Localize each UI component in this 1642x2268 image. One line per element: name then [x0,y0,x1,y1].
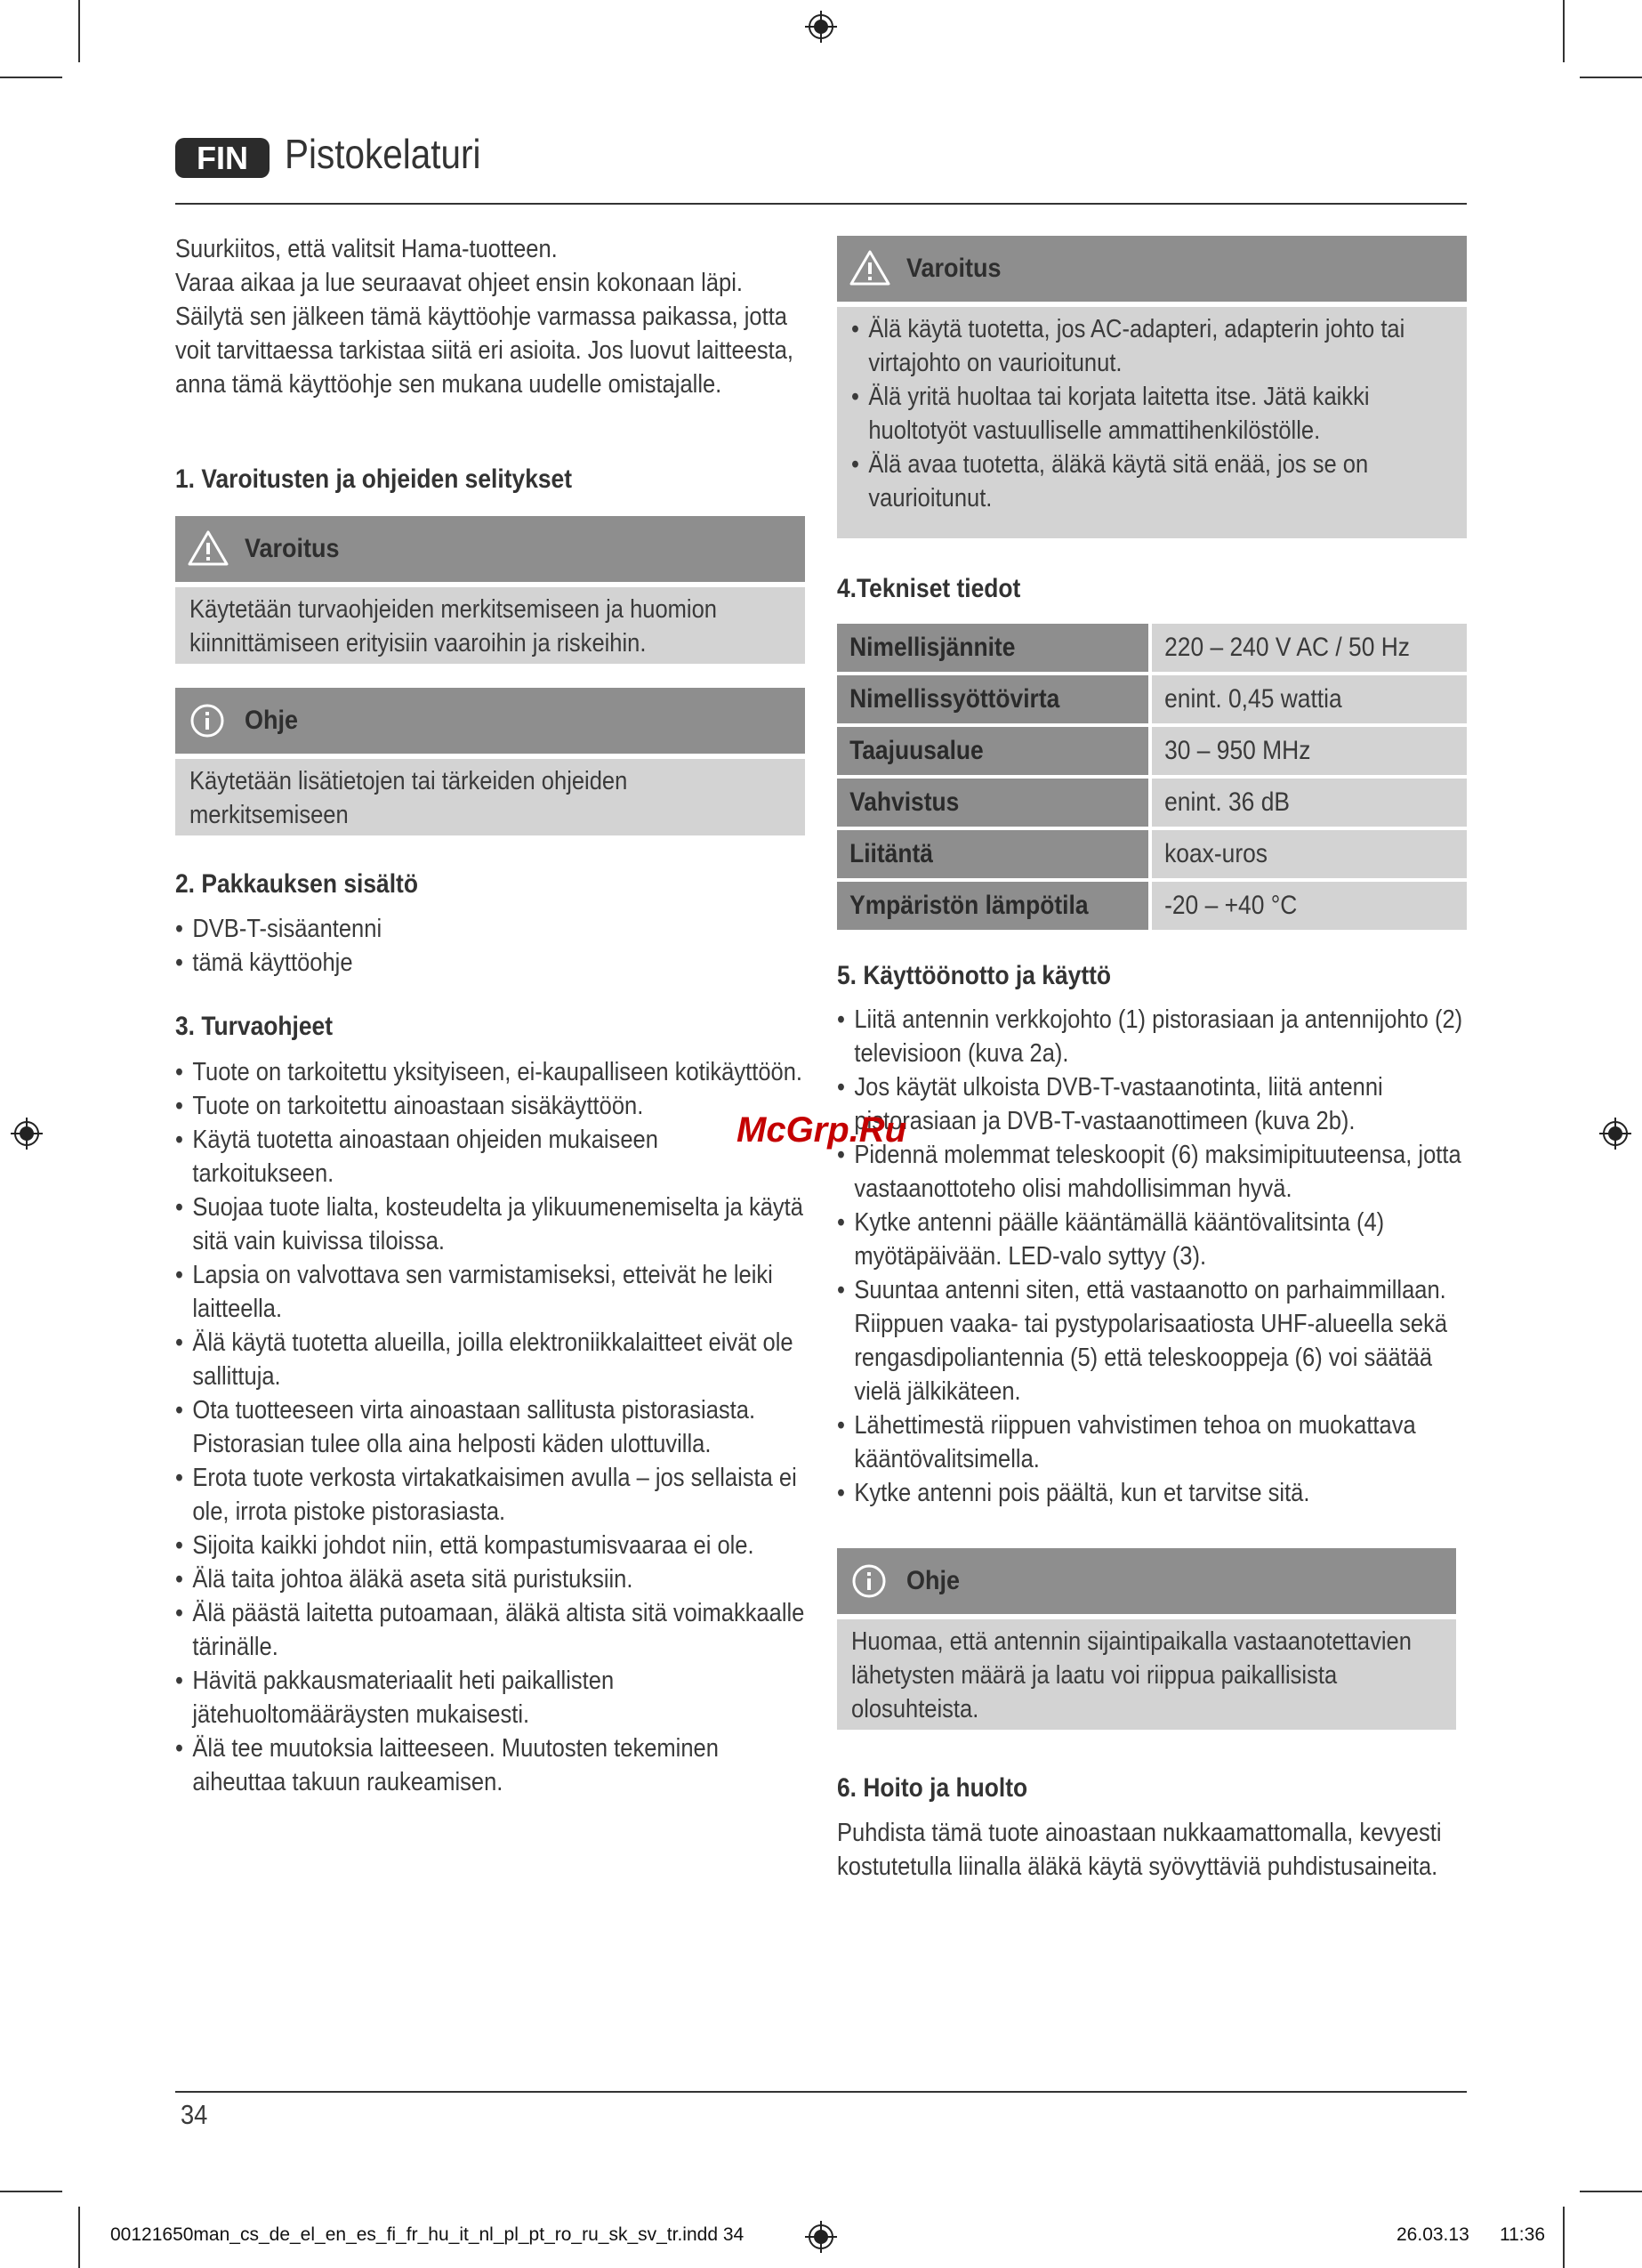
note2-text: Huomaa, että antennin sijaintipaikalla vastaanotettavien lähetysten määrä ja laatu voi riippua paikallisista olosuhteista. [851,1627,1412,1723]
spec-value: koax-uros [1164,839,1268,868]
spec-table [837,624,1467,933]
note-text: Käytetään lisätietojen tai tärkeiden ohjeiden merkitsemiseen [189,767,628,829]
crop-mark [0,2191,62,2192]
warning-text: Käytetään turvaohjeiden merkitsemiseen ja huomion kiinnittämiseen erityisiin vaaroihin ja riskeihin. [189,595,717,658]
list-item: • Erota tuote verkosta virtakatkaisimen avulla – jos sellaista ei ole, irrota pistoke pistorasiasta. [175,1461,805,1529]
note-box-header [175,688,805,754]
list-item: • Hävitä pakkausmateriaalit heti paikallisten jätehuoltomääräysten mukaisesti. [175,1664,805,1731]
registration-mark-icon [1599,1118,1631,1150]
footer-date: 26.03.13 [1397,2224,1469,2245]
crop-mark [1580,2191,1642,2192]
table-row [837,779,1467,830]
package-contents-list [175,912,801,980]
crop-mark [1580,77,1642,78]
spec-value: enint. 0,45 wattia [1164,684,1342,714]
note2-box-header [837,1548,1456,1614]
spec-value: enint. 36 dB [1164,787,1290,817]
safety-list [175,1055,805,1799]
list-item: • Ota tuotteeseen virta ainoastaan sallitusta pistorasiasta. Pistorasian tulee olla aina helposti käden ulottuvilla. [175,1393,805,1461]
warning2-box-body [837,307,1467,538]
table-row [837,675,1467,727]
footer-time: 11:36 [1500,2224,1545,2245]
section2-heading: 2. Pakkauksen sisältö [175,869,418,899]
list-item: • Tuote on tarkoitettu yksityiseen, ei-kaupalliseen kotikäyttöön. [175,1055,805,1089]
list-item: • Älä päästä laitetta putoamaan, äläkä altista sitä voimakkaalle tärinälle. [175,1596,805,1664]
note2-box-body [837,1619,1456,1730]
section1-heading: 1. Varoitusten ja ohjeiden selitykset [175,464,573,494]
header-rule [175,203,1467,205]
watermark: McGrp.Ru [736,1110,907,1150]
warning2-box-header [837,236,1467,302]
list-item: • Älä yritä huoltaa tai korjata laitetta itse. Jätä kaikki huoltotyöt vastuulliselle ammattihenkilöstölle. [851,380,1461,448]
note-label: Ohje [245,706,299,735]
registration-mark-icon [805,11,837,43]
registration-mark-icon [805,2221,837,2253]
table-row [837,830,1467,882]
warning-box-header [175,516,805,582]
table-row [837,727,1467,779]
section4-heading: 4.Tekniset tiedot [837,574,1021,603]
crop-mark [0,77,62,78]
table-row [837,624,1467,675]
warning-label: Varoitus [245,534,340,563]
warning-box-body [175,587,805,664]
table-row [837,882,1467,933]
list-item: • Jos käytät ulkoista DVB-T-vastaanotinta, liitä antenni pistorasiaan ja DVB-T-vastaanottimeen (kuva 2b). [837,1070,1471,1138]
list-item: • Suuntaa antenni siten, että vastaanotto on parhaimmillaan. Riippuen vaaka- tai pystypolarisaatiosta UHF-alueella sekä rengasdipoliantennia (5) että teleskooppeja (6) voi säätää vielä jälkikäteen. [837,1273,1471,1408]
spec-key: Nimellisjännite [849,633,1016,662]
intro-text: Suurkiitos, että valitsit Hama-tuotteen. Varaa aikaa ja lue seuraavat ohjeet ensin kokonaan läpi. Säilytä sen jälkeen tämä käyttöohje varmassa paikassa, jotta voit tarvittaessa tarkistaa siitä eri asioita. Jos luovut laitteesta, anna tämä käyttöohje sen mukana uudelle omistajalle. [175,235,794,399]
page-title: Pistokelaturi [285,131,481,177]
warning2-list [851,312,1461,515]
spec-value: 220 – 240 V AC / 50 Hz [1164,633,1411,662]
list-item: • Kytke antenni pois päältä, kun et tarvitse sitä. [837,1476,1471,1510]
spec-key: Vahvistus [849,787,960,817]
list-item: • Suojaa tuote lialta, kosteudelta ja ylikuumenemiselta ja käytä sitä vain kuivissa tiloissa. [175,1190,805,1258]
page-number: 34 [181,2099,208,2130]
spec-key: Ympäristön lämpötila [849,891,1089,920]
list-item: • Käytä tuotetta ainoastaan ohjeiden mukaiseen tarkoitukseen. [175,1123,805,1190]
language-badge: FIN [175,138,270,178]
warning-triangle-icon [188,529,229,567]
registration-mark-icon [11,1118,43,1150]
list-item: • Älä käytä tuotetta, jos AC-adapteri, adapterin johto tai virtajohto on vaurioitunut. [851,312,1461,380]
list-item: • Sijoita kaikki johdot niin, että kompastumisvaaraa ei ole. [175,1529,805,1562]
list-item: • DVB-T-sisäantenni [175,912,801,946]
list-item: • Älä käytä tuotetta alueilla, joilla elektroniikkalaitteet eivät ole sallittuja. [175,1326,805,1393]
care-text: Puhdista tämä tuote ainoastaan nukkaamattomalla, kevyesti kostutetulla liinalla äläkä käytä syövyttäviä puhdistusaineita. [837,1819,1442,1881]
crop-mark [1563,2207,1565,2268]
list-item: • tämä käyttöohje [175,946,801,980]
note2-label: Ohje [906,1566,961,1595]
list-item: • Tuote on tarkoitettu ainoastaan sisäkäyttöön. [175,1089,805,1123]
spec-value: -20 – +40 °C [1164,891,1298,920]
list-item: • Kytke antenni päälle kääntämällä kääntövalitsinta (4) myötäpäivään. LED-valo syttyy (3). [837,1206,1471,1273]
list-item: • Pidennä molemmat teleskoopit (6) maksimipituuteensa, jotta vastaanottoteho olisi mahdollisimman hyvä. [837,1138,1471,1206]
list-item: • Älä taita johtoa äläkä aseta sitä puristuksiin. [175,1562,805,1596]
list-item: • Lähettimestä riippuen vahvistimen tehoa on muokattava kääntövalitsimella. [837,1408,1471,1476]
footer-rule [175,2091,1467,2093]
spec-key: Taajuusalue [849,736,984,765]
spec-key: Liitäntä [849,839,933,868]
spec-key: Nimellissyöttövirta [849,684,1060,714]
section5-heading: 5. Käyttöönotto ja käyttö [837,961,1112,990]
warning-triangle-icon [849,249,890,287]
footer-filename: 00121650man_cs_de_el_en_es_fi_fr_hu_it_nl_pl_pt_ro_ru_sk_sv_tr.indd 34 [110,2224,745,2245]
section3-heading: 3. Turvaohjeet [175,1012,334,1041]
list-item: • Liitä antennin verkkojohto (1) pistorasiaan ja antennijohto (2) televisioon (kuva 2a). [837,1003,1471,1070]
usage-list [837,1003,1471,1510]
spec-value: 30 – 950 MHz [1164,736,1311,765]
crop-mark [1563,0,1565,62]
section6-heading: 6. Hoito ja huolto [837,1773,1028,1803]
list-item: • Älä avaa tuotetta, äläkä käytä sitä enää, jos se on vaurioitunut. [851,448,1461,515]
note-box-body [175,759,805,835]
crop-mark [78,2207,80,2268]
info-icon [851,1563,887,1599]
list-item: • Älä tee muutoksia laitteeseen. Muutosten tekeminen aiheuttaa takuun raukeamisen. [175,1731,805,1799]
warning2-label: Varoitus [906,254,1002,283]
info-icon [189,703,225,739]
crop-mark [78,0,80,62]
list-item: • Lapsia on valvottava sen varmistamiseksi, etteivät he leiki laitteella. [175,1258,805,1326]
